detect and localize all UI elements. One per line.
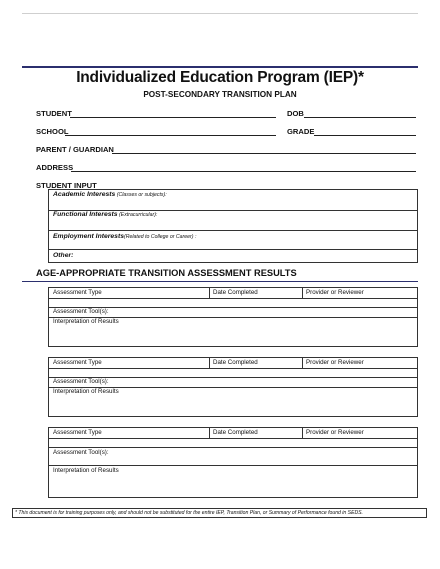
interpretation-field[interactable]: Interpretation of Results bbox=[53, 318, 119, 325]
parent-field[interactable] bbox=[112, 153, 416, 154]
date-completed-field[interactable]: Date Completed bbox=[213, 359, 258, 366]
dob-label: DOB bbox=[287, 109, 304, 118]
academic-interests-field[interactable]: Academic Interests (Classes or subjects): bbox=[53, 191, 167, 198]
student-field[interactable] bbox=[70, 117, 276, 118]
employment-interests-field[interactable]: Employment Interests(Related to College or Career) : bbox=[53, 233, 197, 240]
assessment-type-field[interactable]: Assessment Type bbox=[53, 429, 102, 436]
row-divider bbox=[49, 438, 417, 439]
header-rule bbox=[22, 66, 418, 68]
interpretation-field[interactable]: Interpretation of Results bbox=[53, 467, 119, 474]
school-label: SCHOOL bbox=[36, 127, 69, 136]
parent-label: PARENT / GUARDIAN bbox=[36, 145, 114, 154]
address-field[interactable] bbox=[71, 171, 416, 172]
grade-label: GRADE bbox=[287, 127, 315, 136]
provider-field[interactable]: Provider or Reviewer bbox=[306, 359, 364, 366]
assessment-heading: AGE-APPROPRIATE TRANSITION ASSESSMENT RESULTS bbox=[36, 268, 297, 278]
other-interests-field[interactable]: Other: bbox=[53, 252, 74, 259]
row-divider bbox=[49, 230, 417, 231]
row-divider bbox=[49, 249, 417, 250]
student-input-heading: STUDENT INPUT bbox=[36, 181, 97, 190]
date-completed-field[interactable]: Date Completed bbox=[213, 429, 258, 436]
footnote: * This document is for training purposes only, and should not be substituted for the entire IEP, Transition Plan, or Summary of Performance found in SEDS. bbox=[12, 508, 427, 518]
assessment-type-field[interactable]: Assessment Type bbox=[53, 359, 102, 366]
row-divider bbox=[49, 447, 417, 448]
assessment-block bbox=[48, 427, 418, 498]
assessment-tools-field[interactable]: Assessment Tool(s): bbox=[53, 308, 109, 315]
row-divider bbox=[49, 368, 417, 369]
assessment-tools-field[interactable]: Assessment Tool(s): bbox=[53, 378, 109, 385]
assessment-block bbox=[48, 287, 418, 347]
page-subtitle: POST-SECONDARY TRANSITION PLAN bbox=[143, 90, 297, 99]
provider-field[interactable]: Provider or Reviewer bbox=[306, 289, 364, 296]
functional-interests-field[interactable]: Functional Interests (Extracurricular): bbox=[53, 211, 158, 218]
row-divider bbox=[49, 465, 417, 466]
student-input-box bbox=[48, 189, 418, 263]
provider-field[interactable]: Provider or Reviewer bbox=[306, 429, 364, 436]
address-label: ADDRESS bbox=[36, 163, 74, 172]
row-divider bbox=[49, 298, 417, 299]
date-completed-field[interactable]: Date Completed bbox=[213, 289, 258, 296]
assessment-tools-field[interactable]: Assessment Tool(s): bbox=[53, 449, 109, 456]
top-divider bbox=[22, 13, 418, 14]
assessment-block bbox=[48, 357, 418, 417]
assessment-type-field[interactable]: Assessment Type bbox=[53, 289, 102, 296]
interpretation-field[interactable]: Interpretation of Results bbox=[53, 388, 119, 395]
school-field[interactable] bbox=[65, 135, 276, 136]
page-title: Individualized Education Program (IEP)* bbox=[76, 69, 364, 86]
dob-field[interactable] bbox=[304, 117, 416, 118]
grade-field[interactable] bbox=[314, 135, 416, 136]
student-label: STUDENT bbox=[36, 109, 72, 118]
section-rule bbox=[22, 281, 418, 282]
